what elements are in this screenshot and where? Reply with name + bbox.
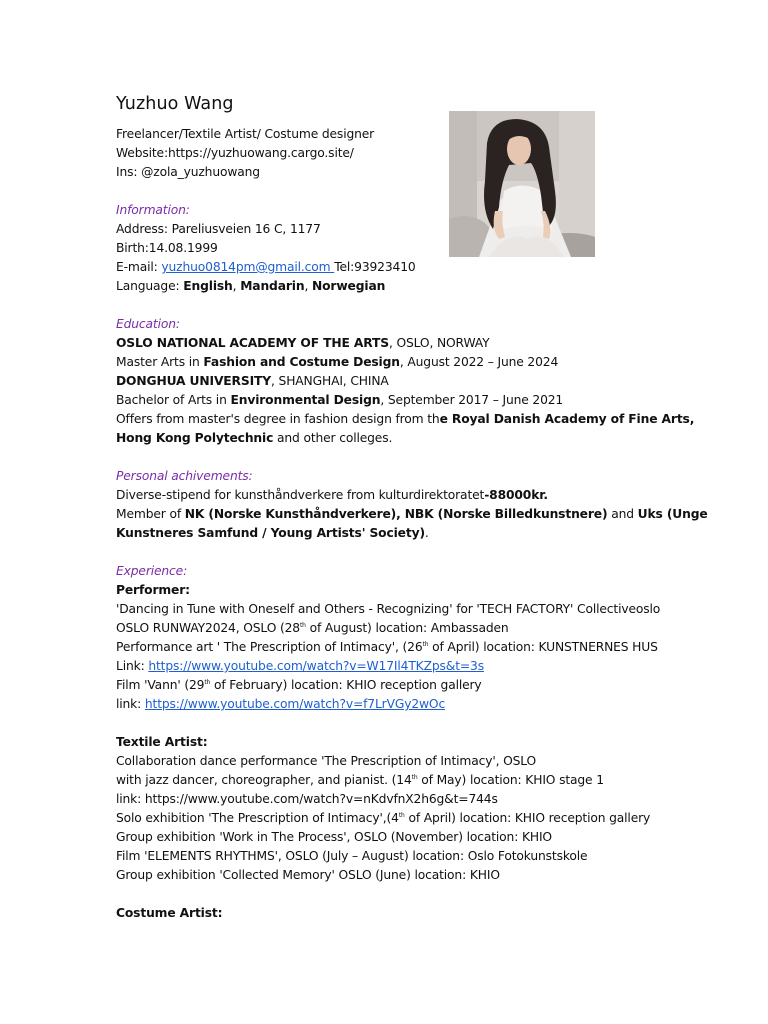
- section-title-information: Information:: [116, 203, 190, 217]
- info-birth: Birth:14.08.1999: [116, 241, 218, 255]
- achievement-stipend: [116, 486, 676, 505]
- email-link[interactable]: yuzhuo0814pm@gmail.com: [161, 260, 335, 274]
- cv-name: Yuzhuo Wang: [116, 94, 234, 114]
- performer-line-5-a: Film 'Vann' (29: [116, 678, 205, 692]
- textile-line-4-b: of April) location: KHIO reception gallery: [404, 811, 651, 825]
- textile-heading: Textile Artist:: [116, 735, 208, 749]
- edu-school-2-name: DONGHUA UNIVERSITY: [116, 374, 272, 388]
- textile-line-6: Film 'ELEMENTS RHYTHMS', OSLO (July – August) location: Oslo Fotokunstskole: [116, 849, 588, 863]
- edu-offers-line-1: [116, 410, 695, 429]
- language-english: English: [183, 279, 233, 293]
- edu-school-1-name: OSLO NATIONAL ACADEMY OF THE ARTS: [116, 336, 389, 350]
- edu-degree-2-field: Environmental Design: [230, 393, 381, 407]
- performer-line-5-b: of February) location: KHIO reception gallery: [210, 678, 482, 692]
- performer-line-2-a: OSLO RUNWAY2024, OSLO (28: [116, 621, 300, 635]
- textile-line-4: [116, 809, 676, 828]
- textile-line-2-sup: th: [411, 774, 418, 781]
- textile-line-4-a: Solo exhibition 'The Prescription of Intimacy',(4: [116, 811, 399, 825]
- edu-offers-line-2: [116, 429, 676, 448]
- performer-line-5: [116, 676, 676, 695]
- performer-link-label-1: Link:: [116, 659, 149, 673]
- edu-degree-2: [116, 391, 676, 410]
- achievement-member-orgs: NK (Norske Kunsthåndverkere), NBK (Norske Billedkunstnere): [184, 507, 608, 521]
- edu-school-2: [116, 372, 676, 391]
- textile-line-5: Group exhibition 'Work in The Process', OSLO (November) location: KHIO: [116, 830, 552, 844]
- section-title-education: Education:: [116, 317, 180, 331]
- edu-school-1-location: , OSLO, NORWAY: [388, 336, 490, 350]
- performer-line-3-a: Performance art ' The Prescription of Intimacy', (26: [116, 640, 423, 654]
- edu-offers-hk: Hong Kong Polytechnic: [116, 431, 274, 445]
- edu-school-1: [116, 334, 676, 353]
- edu-degree-1-dates: , August 2022 – June 2024: [399, 355, 559, 369]
- edu-degree-1-field: Fashion and Costume Design: [203, 355, 400, 369]
- textile-line-4-sup: th: [398, 812, 405, 819]
- edu-offers-prefix: Offers from master's degree in fashion design from th: [116, 412, 440, 426]
- cv-content: [116, 125, 708, 923]
- info-address: Address: Pareliusveien 16 C, 1177: [116, 222, 321, 236]
- performer-line-4: [116, 657, 676, 676]
- youtube-link-1[interactable]: https://www.youtube.com/watch?v=W17Il4TKZps&t=3s: [148, 659, 484, 673]
- performer-line-3-sup: th: [422, 641, 429, 648]
- achievement-member-and: and: [607, 507, 638, 521]
- textile-line-2-a: with jazz dancer, choreographer, and pianist. (14: [116, 773, 412, 787]
- tel-text: Tel:93923410: [334, 260, 416, 274]
- edu-degree-1-prefix: Master Arts in: [116, 355, 204, 369]
- youtube-link-2[interactable]: https://www.youtube.com/watch?v=f7LrVGy2wOc: [144, 697, 446, 711]
- header-line-website: Website:https://yuzhuowang.cargo.site/: [116, 146, 354, 160]
- header-line-instagram: Ins: @zola_yuzhuowang: [116, 165, 260, 179]
- edu-degree-1: [116, 353, 676, 372]
- edu-offers-bold: e Royal Danish Academy of Fine Arts,: [439, 412, 695, 426]
- textile-line-2: [116, 771, 676, 790]
- performer-line-6: [116, 695, 676, 714]
- achievement-stipend-amount: -88000kr.: [484, 488, 548, 502]
- info-contact: [116, 258, 676, 277]
- performer-heading: Performer:: [116, 583, 190, 597]
- info-language: Language: English, Mandarin, Norwegian: [116, 279, 386, 293]
- performer-link-label-2: link:: [116, 697, 145, 711]
- textile-line-1: Collaboration dance performance 'The Prescription of Intimacy', OSLO: [116, 754, 537, 768]
- language-label: Language:: [116, 279, 184, 293]
- achievement-member-uks-full: Kunstneres Samfund / Young Artists' Society): [116, 526, 425, 540]
- performer-line-3-b: of April) location: KUNSTNERNES HUS: [428, 640, 658, 654]
- performer-line-3: [116, 638, 676, 657]
- section-title-achievements: Personal achivements:: [116, 469, 253, 483]
- achievement-member-line-2: [116, 524, 676, 543]
- email-label: E-mail:: [116, 260, 162, 274]
- edu-degree-2-prefix: Bachelor of Arts in: [116, 393, 231, 407]
- edu-degree-2-dates: , September 2017 – June 2021: [380, 393, 564, 407]
- achievement-member-uks: Uks (Unge: [637, 507, 708, 521]
- performer-line-2-sup: th: [299, 622, 306, 629]
- achievement-member-line-1: [116, 505, 708, 524]
- language-norwegian: Norwegian: [311, 279, 386, 293]
- performer-line-1: 'Dancing in Tune with Oneself and Others - Recognizing' for 'TECH FACTORY' Collectiveoslo: [116, 602, 661, 616]
- performer-line-5-sup: th: [204, 679, 211, 686]
- costume-heading: Costume Artist:: [116, 906, 223, 920]
- achievement-stipend-text: Diverse-stipend for kunsthåndverkere from kulturdirektoratet: [116, 488, 485, 502]
- textile-line-7: Group exhibition 'Collected Memory' OSLO (June) location: KHIO: [116, 868, 500, 882]
- performer-line-2: [116, 619, 676, 638]
- textile-line-3: link: https://www.youtube.com/watch?v=nKdvfnX2h6g&t=744s: [116, 792, 498, 806]
- header-line-role: Freelancer/Textile Artist/ Costume designer: [116, 127, 375, 141]
- textile-line-2-b: of May) location: KHIO stage 1: [417, 773, 604, 787]
- edu-offers-rest: and other colleges.: [273, 431, 393, 445]
- performer-line-2-b: of August) location: Ambassaden: [305, 621, 509, 635]
- achievement-member-end: .: [424, 526, 429, 540]
- achievement-member-prefix: Member of: [116, 507, 185, 521]
- edu-school-2-location: , SHANGHAI, CHINA: [271, 374, 389, 388]
- language-mandarin: Mandarin: [240, 279, 305, 293]
- section-title-experience: Experience:: [116, 564, 188, 578]
